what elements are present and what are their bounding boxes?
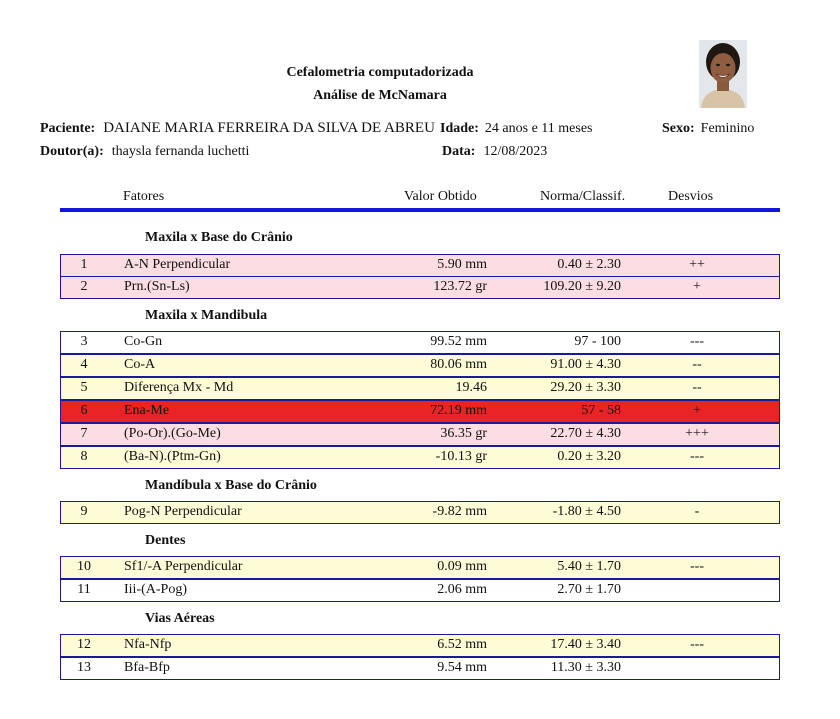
report-subtitle: Análise de McNamara xyxy=(313,88,447,103)
section-title: Maxila x Mandibula xyxy=(145,308,268,323)
deviation-value: ++ xyxy=(689,257,705,272)
deviation-value: -- xyxy=(692,357,702,372)
obtained-value: 6.52 mm xyxy=(437,637,487,652)
section-title: Dentes xyxy=(145,533,186,548)
row-number: 11 xyxy=(77,582,91,597)
section-title: Vias Aéreas xyxy=(145,611,215,626)
report-title: Cefalometria computadorizada xyxy=(286,65,474,80)
obtained-value: 2.06 mm xyxy=(437,582,487,597)
sex-row xyxy=(662,119,754,137)
date-label: Data: xyxy=(442,144,476,159)
row-number: 6 xyxy=(80,403,88,418)
table-row xyxy=(60,276,780,299)
row-number: 8 xyxy=(80,449,88,464)
obtained-value: 19.46 xyxy=(455,380,487,395)
factor-name: A-N Perpendicular xyxy=(124,257,231,272)
factor-name: Diferença Mx - Md xyxy=(124,380,234,395)
patient-photo xyxy=(699,40,747,108)
deviation-value: --- xyxy=(690,449,704,464)
row-number: 5 xyxy=(80,380,88,395)
table-row xyxy=(60,400,780,423)
row-number: 2 xyxy=(80,279,88,294)
obtained-value: 123.72 gr xyxy=(433,279,487,294)
patient-portrait-icon xyxy=(699,40,747,108)
obtained-value: 0.09 mm xyxy=(437,559,487,574)
table-row xyxy=(60,501,780,524)
norm-value: 91.00 ± 4.30 xyxy=(550,357,621,372)
factor-name: (Po-Or).(Go-Me) xyxy=(124,426,221,441)
deviation-value: - xyxy=(694,504,700,519)
doctor-row xyxy=(40,142,249,160)
norm-value: 97 - 100 xyxy=(574,334,621,349)
date-row xyxy=(442,142,547,160)
table-row xyxy=(60,657,780,680)
patient-label: Paciente: xyxy=(40,121,96,136)
table-row xyxy=(60,579,780,602)
deviation-value: --- xyxy=(690,637,704,652)
deviation-value: --- xyxy=(690,559,704,574)
factor-name: Ena-Me xyxy=(124,403,170,418)
table-row xyxy=(60,254,780,277)
table-row xyxy=(60,446,780,469)
factor-name: Co-Gn xyxy=(124,334,163,349)
patient-name-row xyxy=(40,119,435,137)
obtained-value: 99.52 mm xyxy=(430,334,487,349)
table-row xyxy=(60,377,780,400)
norm-value: 0.20 ± 3.20 xyxy=(557,449,621,464)
deviation-value: --- xyxy=(690,334,704,349)
obtained-value: 72.19 mm xyxy=(430,403,487,418)
deviation-value: + xyxy=(693,279,701,294)
sex-label: Sexo: xyxy=(662,121,695,136)
section-title: Mandíbula x Base do Crânio xyxy=(145,478,317,493)
norm-value: 5.40 ± 1.70 xyxy=(557,559,621,574)
norm-value: 0.40 ± 2.30 xyxy=(557,257,621,272)
obtained-value: -10.13 gr xyxy=(435,449,487,464)
patient-name: DAIANE MARIA FERREIRA DA SILVA DE ABREU xyxy=(103,120,435,136)
patient-sex: Feminino xyxy=(700,121,755,136)
age-row xyxy=(440,119,592,137)
obtained-value: 80.06 mm xyxy=(430,357,487,372)
factor-name: Nfa-Nfp xyxy=(124,637,172,652)
row-number: 12 xyxy=(77,637,91,652)
table-row xyxy=(60,354,780,377)
patient-age: 24 anos e 11 meses xyxy=(484,121,593,136)
obtained-value: 5.90 mm xyxy=(437,257,487,272)
norm-value: -1.80 ± 4.50 xyxy=(552,504,621,519)
doctor-name: thaysla fernanda luchetti xyxy=(111,144,250,159)
header-value: Valor Obtido xyxy=(404,189,477,204)
age-label: Idade: xyxy=(440,121,479,136)
header-divider xyxy=(60,208,780,212)
obtained-value: -9.82 mm xyxy=(432,504,487,519)
norm-value: 57 - 58 xyxy=(581,403,621,418)
norm-value: 17.40 ± 3.40 xyxy=(550,637,621,652)
header-deviation: Desvios xyxy=(668,189,714,204)
deviation-value: +++ xyxy=(685,426,709,441)
table-row xyxy=(60,423,780,446)
norm-value: 2.70 ± 1.70 xyxy=(557,582,621,597)
row-number: 7 xyxy=(80,426,88,441)
report-date: 12/08/2023 xyxy=(483,144,548,159)
norm-value: 109.20 ± 9.20 xyxy=(543,279,621,294)
factor-name: Bfa-Bfp xyxy=(124,660,170,675)
header-factors: Fatores xyxy=(123,189,165,204)
row-number: 10 xyxy=(77,559,91,574)
deviation-value: + xyxy=(693,403,701,418)
obtained-value: 9.54 mm xyxy=(437,660,487,675)
factor-name: Prn.(Sn-Ls) xyxy=(124,279,190,294)
deviation-value: -- xyxy=(692,380,702,395)
obtained-value: 36.35 gr xyxy=(440,426,487,441)
norm-value: 29.20 ± 3.30 xyxy=(550,380,621,395)
doctor-label: Doutor(a): xyxy=(40,144,104,159)
row-number: 9 xyxy=(80,504,88,519)
row-number: 4 xyxy=(80,357,88,372)
table-row xyxy=(60,331,780,354)
factor-name: (Ba-N).(Ptm-Gn) xyxy=(124,449,221,464)
factor-name: Co-A xyxy=(124,357,156,372)
table-row xyxy=(60,556,780,579)
table-row xyxy=(60,634,780,657)
row-number: 1 xyxy=(80,257,88,272)
norm-value: 22.70 ± 4.30 xyxy=(550,426,621,441)
header-norm: Norma/Classif. xyxy=(540,189,626,204)
factor-name: Sf1/-A Perpendicular xyxy=(124,559,243,574)
row-number: 13 xyxy=(77,660,91,675)
section-title: Maxila x Base do Crânio xyxy=(145,230,293,245)
row-number: 3 xyxy=(80,334,88,349)
factor-name: Pog-N Perpendicular xyxy=(124,504,242,519)
norm-value: 11.30 ± 3.30 xyxy=(550,660,621,675)
factor-name: Iii-(A-Pog) xyxy=(124,582,187,597)
